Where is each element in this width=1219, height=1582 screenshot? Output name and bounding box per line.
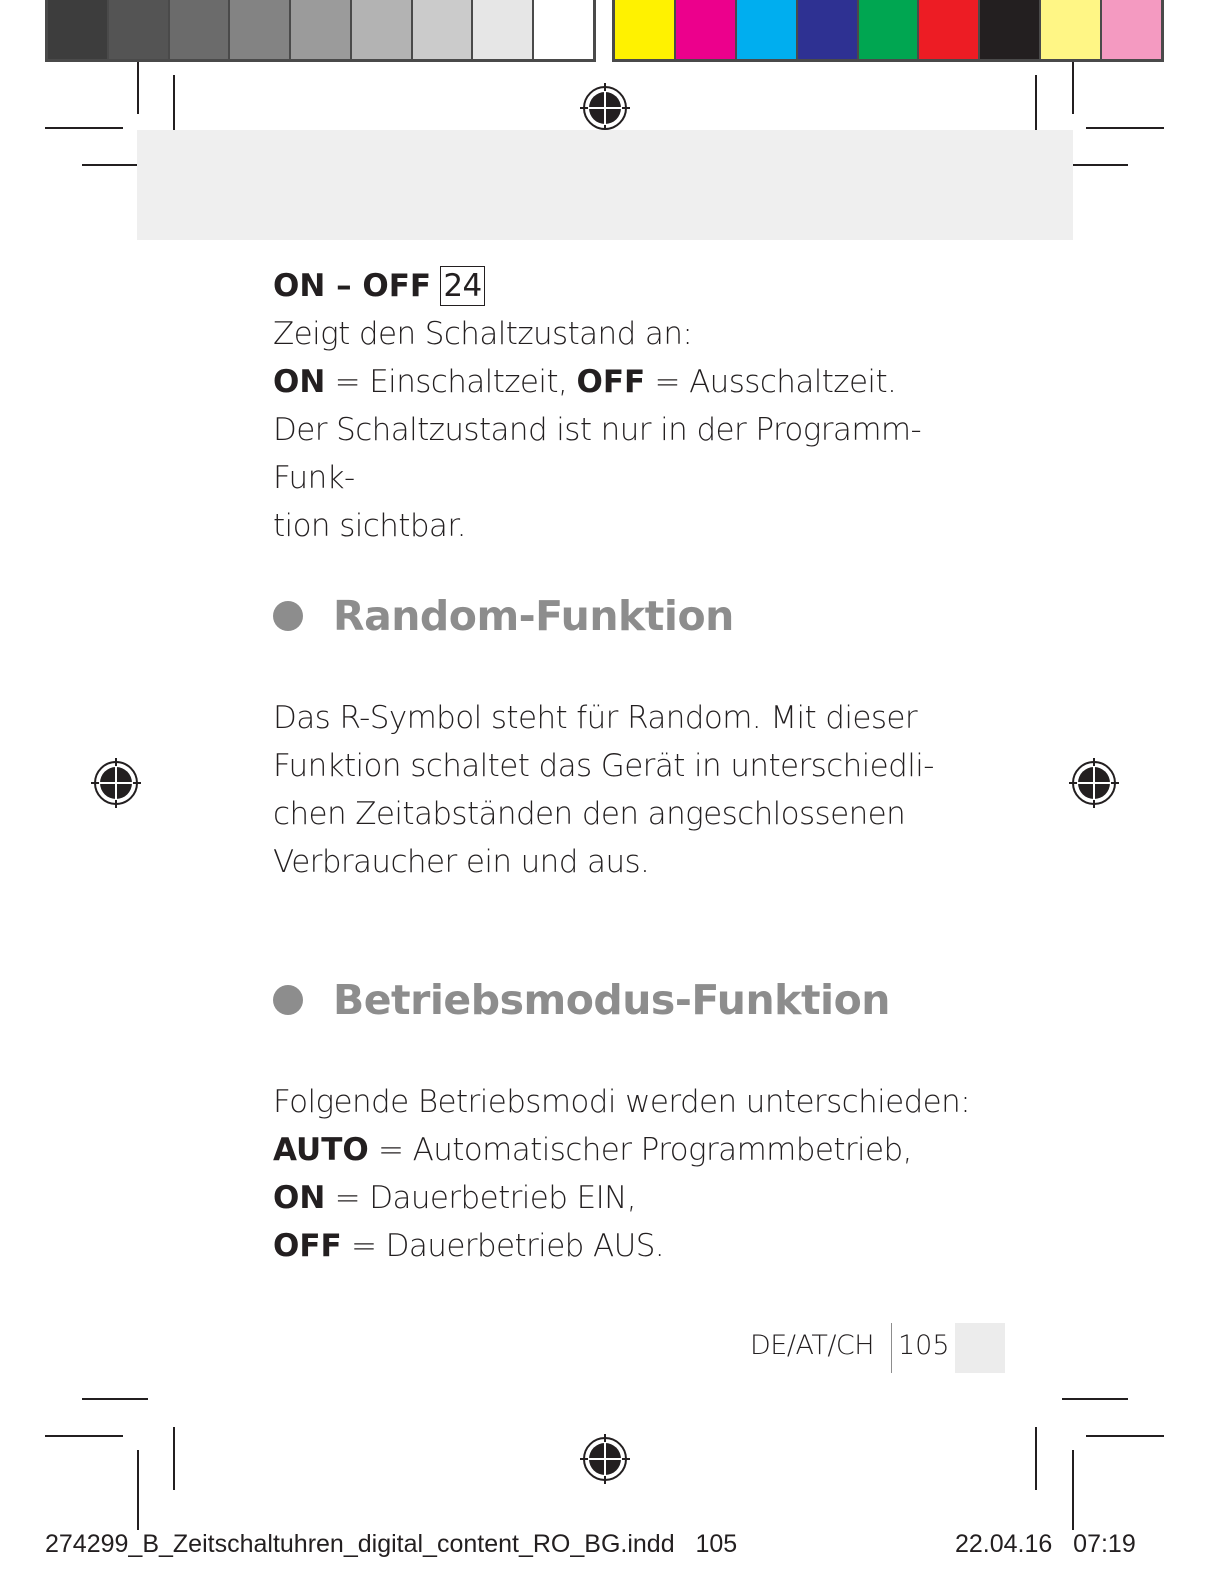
registration-mark-icon (91, 758, 141, 808)
mode-item (273, 1126, 973, 1174)
bullet-icon (273, 985, 303, 1015)
mode-intro: Folgende Betriebsmodi werden unterschieden: (273, 1084, 971, 1120)
mode-heading-text: Betriebsmodus-Funktion (333, 976, 890, 1024)
mode-label: AUTO (273, 1132, 369, 1168)
slug-filename-text: 274299_B_Zeitschaltuhren_digital_content_RO_BG.indd (45, 1530, 675, 1558)
registration-mark-icon (580, 1434, 630, 1484)
crop-mark (1035, 75, 1037, 138)
crop-mark (173, 75, 175, 138)
off-label: OFF (576, 364, 646, 400)
color-swatch (615, 0, 676, 59)
footer-tab (955, 1323, 1005, 1373)
registration-mark-icon (580, 83, 630, 133)
color-swatch (109, 0, 170, 59)
slug-date: 22.04.16 (955, 1530, 1053, 1558)
crop-mark (1072, 62, 1074, 114)
crop-mark (45, 127, 123, 129)
mode-text: = Automatischer Programmbetrieb, (368, 1132, 912, 1168)
ref-number-box: 24 (440, 266, 484, 306)
mode-item (273, 1222, 973, 1270)
color-swatch (48, 0, 109, 59)
crop-mark (82, 1398, 148, 1400)
color-swatch (919, 0, 980, 59)
random-line: Funktion schaltet das Gerät in unterschiedli- (273, 748, 934, 784)
crop-mark (1086, 127, 1164, 129)
crop-mark (137, 1450, 139, 1530)
crop-mark (1035, 1427, 1037, 1490)
random-line: chen Zeitabständen den angeschlossenen (273, 796, 906, 832)
off-label: OFF (362, 268, 432, 304)
on-label: ON (273, 268, 326, 304)
color-swatch (413, 0, 474, 59)
onoff-section (273, 262, 973, 550)
mode-label: ON (273, 1180, 326, 1216)
slug-page: 105 (695, 1530, 738, 1558)
random-body (273, 694, 973, 886)
color-swatch (534, 0, 593, 59)
onoff-line: tion sichtbar. (273, 508, 466, 544)
random-line: Verbraucher ein und aus. (273, 844, 650, 880)
color-swatch (798, 0, 859, 59)
mode-text: = Dauerbetrieb EIN, (325, 1180, 636, 1216)
crop-mark (1062, 1398, 1128, 1400)
crop-mark (1086, 1435, 1164, 1437)
mode-body (273, 1078, 973, 1270)
crop-mark (1072, 1450, 1074, 1530)
slug-time: 07:19 (1073, 1530, 1136, 1558)
crop-mark (137, 62, 139, 114)
mode-label: OFF (273, 1228, 342, 1264)
color-swatch (291, 0, 352, 59)
color-swatch (980, 0, 1041, 59)
color-swatch (170, 0, 231, 59)
color-swatch (473, 0, 534, 59)
color-swatch (230, 0, 291, 59)
registration-mark-icon (1069, 758, 1119, 808)
on-text: = Einschaltzeit, (325, 364, 577, 400)
onoff-title (273, 262, 973, 310)
bullet-icon (273, 601, 303, 631)
off-text: = Ausschaltzeit. (645, 364, 897, 400)
slug-datetime (955, 1530, 1136, 1559)
page-number: 105 (898, 1330, 950, 1361)
footer-divider (891, 1323, 892, 1373)
header-band (137, 130, 1073, 240)
process-color-bar (612, 0, 1164, 62)
title-dash: – (325, 268, 363, 304)
color-swatch (859, 0, 920, 59)
color-swatch (352, 0, 413, 59)
color-swatch (1102, 0, 1161, 59)
random-line: Das R-Symbol steht für Random. Mit dieser (273, 700, 918, 736)
mode-text: = Dauerbetrieb AUS. (341, 1228, 665, 1264)
gray-color-bar (45, 0, 596, 62)
onoff-line: Zeigt den Schaltzustand an: (273, 316, 693, 352)
slug-filename (45, 1530, 737, 1559)
onoff-line (273, 358, 973, 406)
random-heading-text: Random-Funktion (333, 592, 734, 640)
crop-mark (173, 1427, 175, 1490)
color-swatch (737, 0, 798, 59)
crop-mark (45, 1435, 123, 1437)
color-swatch (676, 0, 737, 59)
mode-item (273, 1174, 973, 1222)
color-swatch (1041, 0, 1102, 59)
footer-region: DE/AT/CH (750, 1330, 875, 1361)
random-heading (273, 592, 734, 640)
onoff-line: Der Schaltzustand ist nur in der Programm-Funk- (273, 412, 922, 496)
on-label: ON (273, 364, 326, 400)
mode-heading (273, 976, 890, 1024)
